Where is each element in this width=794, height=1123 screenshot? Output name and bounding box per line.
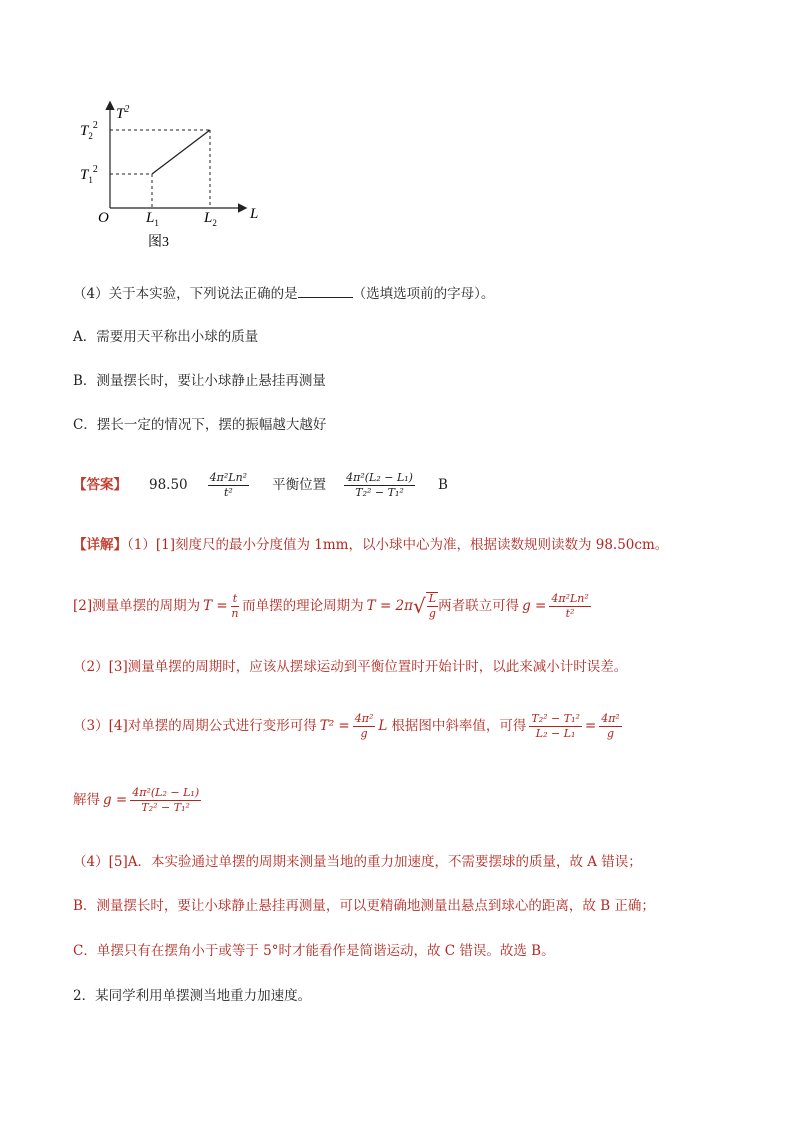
tick-l2: $L_2$ [204,210,217,228]
question-4-stem [73,283,494,304]
figure-3-graph [70,98,270,258]
origin-label: O [98,210,109,226]
detail-line-1 [73,535,668,555]
detail-line-3: （2）[3]测量单摆的周期时，应该从摆球运动到平衡位置时开始计时，以此来减小计时误差。 [73,659,628,675]
next-question: 2．某同学利用单摆测当地重力加速度。 [73,988,312,1004]
detail-line-2: [2]测量单摆的周期为 T = $\frac{t}{n}$ 而单摆的理论周期为 T = 2π √ $\frac{L}{g}$ 两者联立可得 g = $\frac{\text{4π²Ln²}}{\text{t²}}$ [73,591,589,620]
figure-caption: 图3 [148,235,169,250]
tick-l1: $L_1$ [146,210,159,228]
detail-line-6: （4）[5]A．本实验通过单摆的周期来测量当地的重力加速度，不需要摆球的质量，故 A 错误； [73,854,642,870]
question-4-suffix: （选填选项前的字母）。 [352,286,495,302]
axis-y-label: $T^2$ [116,104,130,122]
detail-tag: 【详解】 [73,537,127,553]
answer-v3: 平衡位置 [272,477,327,493]
answer-frac-2: $\frac{\text{4π²(L₂ − L₁)}}{\text{T₂² − T₁²}}$ [346,470,413,499]
question-4-prefix: （4）关于本实验，下列说法正确的是 [73,286,298,302]
detail-line-1-text: （1）[1]刻度尺的最小分度值为 1mm，以小球中心为准，根据读数规则读数为 98.50cm。 [127,537,669,553]
answer-tag: 【答案】 [73,477,127,493]
detail-line-8: C．单摆只有在摆角小于或等于 5°时才能看作是简谐运动，故 C 错误。故选 B。 [73,943,555,959]
tick-t2: $T_2^2$ [80,120,98,141]
option-c: C．摆长一定的情况下，摆的振幅越大越好 [73,417,327,433]
detail-line-7: B．测量摆长时，要让小球静止悬挂再测量，可以更精确地测量出悬点到球心的距离，故 B 正确； [73,898,655,914]
answer-v5: B [437,477,448,493]
g-frac: $\frac{\text{4π²Ln²}}{\text{t²}}$ [551,591,589,620]
axis-x-label: L [250,206,259,222]
option-a: A．需要用天平称出小球的质量 [73,329,259,345]
option-b: B．测量摆长时，要让小球静止悬挂再测量 [73,373,326,389]
answer-line [73,467,448,503]
detail-line-5: 解得 g = $\frac{\text{4π²(L₂ − L₁)}}{\text{T₂² − T₁²}}$ [73,785,200,814]
answer-v1: 98.50 [149,477,188,493]
answer-blank [298,283,353,298]
answer-frac-1: $\frac{\text{4π²Ln²}}{\text{t²}}$ [209,470,248,499]
tick-t1: $T_1^2$ [80,164,98,185]
period-frac: $\frac{t}{n}$ [231,591,239,620]
data-line [152,130,210,174]
sqrt-term: √ $\frac{L}{g}$ [413,592,437,620]
detail-line-4: （3）[4]对单摆的周期公式进行变形可得 T² = $\frac{\text{4π²}}{g}$ L 根据图中斜率值，可得 $\frac{\text{T₂² − T₁²}}{\text{L₂ − L₁}}$ = $\frac{\text{4π²}}{g}$ [73,711,620,740]
